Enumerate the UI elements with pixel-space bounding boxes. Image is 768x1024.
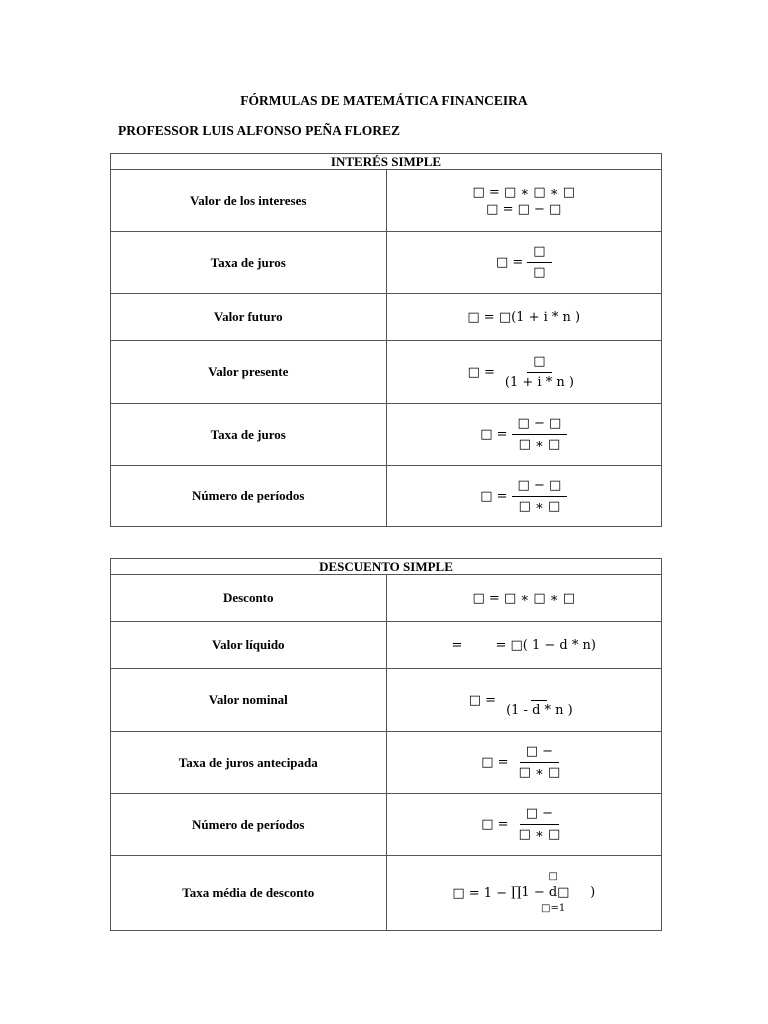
row-label: Valor futuro [111,294,387,341]
row-label: Valor nominal [111,669,387,732]
row-label: Valor presente [111,341,387,404]
fraction-denominator: (1 - d * n ) [506,702,573,718]
fraction [513,806,567,843]
fraction-denominator: □ ∗ □ [518,437,561,452]
formula-lhs: □ = [480,427,508,442]
table-header: INTERÉS SIMPLE [111,154,662,170]
table-row [111,404,662,466]
fraction-formula [480,416,567,453]
fraction [513,744,567,781]
formula-lhs: □ = [467,364,495,380]
row-label: Taxa de juros [111,232,387,294]
document-title: FÓRMULAS DE MATEMÁTICA FINANCEIRA [240,93,528,108]
fraction-formula [469,682,579,719]
formula-cell [386,404,662,466]
row-label: Número de períodos [111,466,387,527]
table-row [111,232,662,294]
row-label: Valor de los intereses [111,170,387,232]
fraction-denominator: □ [533,265,546,280]
table-row [111,622,662,669]
formula-lhs: □ = [481,817,509,832]
fraction-numerator: □ − [520,744,559,763]
formula-line: □ = □ ∗ □ ∗ □ [472,590,575,606]
fraction-numerator: □ [527,244,551,263]
fraction-formula [481,744,566,781]
table-row [111,732,662,794]
fraction-numerator: □ [527,354,551,373]
formula-cell [386,232,662,294]
fraction [500,682,579,719]
formula-lhs: □ = 1 − [452,885,508,901]
fraction [499,354,580,391]
fraction [512,416,568,453]
product-lower-limit: □=1 [541,903,566,914]
fraction-denominator: □ ∗ □ [518,765,561,780]
fraction-formula [481,806,566,843]
fraction-numerator: □ − [520,806,559,825]
formula-line: □ = □(1 + i * n ) [467,309,581,325]
formula-cell [386,794,662,856]
formula-cell [386,732,662,794]
table-row [111,856,662,931]
product-formula [452,869,595,917]
fraction-formula [480,478,567,515]
fraction-denominator: (1 + i * n ) [504,374,574,390]
table-row [111,575,662,622]
fraction [512,478,568,515]
formula-cell [386,466,662,527]
formula-lhs: □ = [481,755,509,770]
formula-cell [386,856,662,931]
descuento-simple-table [110,558,662,931]
table-row [111,341,662,404]
row-label: Número de períodos [111,794,387,856]
fraction-numerator: □ − □ [512,478,568,497]
product-body: ∏1 − d□ ) [511,885,596,900]
formula-line: = = □( 1 − d * n) [451,637,596,653]
row-label: Taxa de juros [111,404,387,466]
fraction [527,244,551,281]
formula-lhs: □ = [495,255,524,270]
formula-cell [386,622,662,669]
formula-line: □ = □ − □ [486,201,562,217]
formula-lhs: □ = [480,488,508,504]
table-row [111,794,662,856]
formula-cell [386,170,662,232]
product-upper-limit: □ [548,871,558,882]
formula-line: □ = □ ∗ □ ∗ □ [472,184,575,200]
table-header: DESCUENTO SIMPLE [111,559,662,575]
table-row [111,466,662,527]
fraction-denominator: □ ∗ □ [518,498,561,514]
fraction-formula [496,244,552,281]
row-label: Valor líquido [111,622,387,669]
document-subtitle: PROFESSOR LUIS ALFONSO PEÑA FLOREZ [118,123,401,138]
product-operator [511,869,595,917]
interes-simple-table [110,153,662,527]
formula-cell [386,575,662,622]
row-label: Desconto [111,575,387,622]
row-label: Taxa média de desconto [111,856,387,931]
table-header-row [111,154,662,170]
table-header-row [111,559,662,575]
table-row [111,669,662,732]
table-row [111,170,662,232]
fraction-numerator [531,682,547,701]
fraction-formula [468,354,580,391]
fraction-denominator: □ ∗ □ [518,827,561,842]
table-row [111,294,662,341]
formula-cell [386,294,662,341]
fraction-numerator: □ − □ [512,416,568,435]
formula-lhs: □ = [468,692,497,708]
row-label: Taxa de juros antecipada [111,732,387,794]
formula-cell [386,341,662,404]
formula-cell [386,669,662,732]
